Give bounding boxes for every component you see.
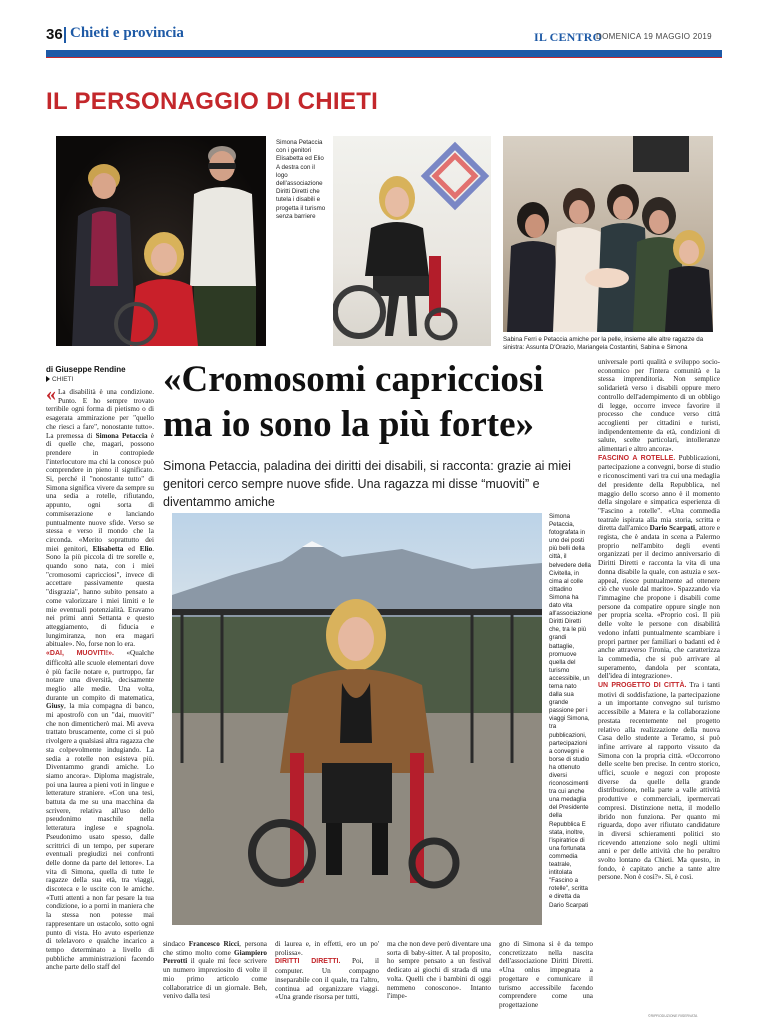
subheading-muoviti: «DAI, MUOVITI!».: [46, 650, 114, 658]
article-column-4: ma che non deve però diventare una sorta di baby-sitter. A tal proposito, ho sempre pensato a un festival dedicato ai giochi di strada di una volta. Quelli che i bambini di oggi nemmeno conoscono». Intanto l'impe-: [387, 940, 491, 1001]
masthead: IL CENTRO: [534, 30, 603, 44]
subheadline: Simona Petaccia, paladina dei diritti dei disabili, si racconta: grazie ai miei genitori cerco sempre nuove sfide. Una ragazza mi disse “muoviti” e diventammo amiche: [163, 459, 571, 509]
caption-family: Simona Petaccia con i genitori Elisabetta ed Elio A destra con il logo dell'associazione Diritti Diretti che tutela i disabili e progetta il turismo senza barriere: [276, 139, 326, 220]
header-rule-accent: [46, 57, 722, 58]
subheading-fascino: FASCINO A ROTELLE.: [598, 454, 676, 462]
kicker-title: IL PERSONAGGIO DI CHIETI: [46, 88, 379, 115]
copyright-notice: ©RIPRODUZIONE RISERVATA: [648, 1014, 698, 1018]
article-column-5: gno di Simona si è da tempo concretizzato nella nascita dell'associazione Diritti Diretti. «Una onlus impegnata a progettare e comunicare il turismo accessibile facendo comprendere come una progettazione: [499, 940, 593, 1009]
byline-author: di Giuseppe Rendine: [46, 365, 126, 374]
photo-main-illustration: [172, 513, 542, 925]
headline: «Cromosomi capricciosi ma io sono la più forte»: [163, 359, 544, 445]
article-column-1: « La disabilità è una condizione. Punto. E ho sempre trovato terribile ogni forma di pietismo o di esagerata ammirazione per "quello che riesci a fare", nonostante tutto». La premessa di Simona Petaccia è di quelle che, magari, possono prendere in contropiede l'interlocutore ma chi la conosce può comprendere in pieno il significato. Si, perché il "nonostante tutto" di Simona significa vivere da sempre su una sedia a rotelle, rifiutando, appunto, ogni sorta di commiserazione e lanciando puntualmente nuove sfide. Verso se stessa e verso il mondo che la circonda. «Merito soprattutto dei miei genitori, Elisabetta ed Elio. Sono la più piccola di tre sorelle e, quando sono nata, con i miei "cromosomi capricciosi", invece di accettare passivamente questa "disgrazia", hanno subito pensato a come valorizzare i miei limiti e le mie eventuali potenzialità. Eravamo nei primi anni Settanta e questo atteggiamento, di fiducia e lungimiranza, non era magari abituale». No, forse non lo era. «DAI, MUOVITI!». «Qualche difficoltà alle scuole elementari dove è più facile notare e, purtroppo, far notare una diversità, decisamente meglio alle medie. Una volta, durante un compito di matematica, Giusy, la mia compagna di banco, mi apostrofò con un "dai, muoviti" che non dimenticherò mai. Mi aveva trattato bruscamente, come ci si può rivolgere a qualsiasi altra ragazza che sta colpevolmente indugiando. La sedia a rotelle non esisteva più. Diventammo grandi amiche. Lo siamo ancora». Diploma magistrale, poi una laurea a pieni voti in lingue e letterature straniere. «Con una tesi, battuta da me su una macchina da scrivere, relativa all'uso dello pseudonimo maschile nella letteratura inglese e spagnola. Pseudonimo usato spesso, dalle scrittrici di un tempo, per superare eventuali pregiudizi nei confronti delle donne da parte del lettore». La vita di Simona, quella di tutte le ragazze della sua età, tra viaggi, discoteca e le uscite con le amiche. «Tutti attenti a non far pesare la tua condizione, io a porni in maniera che la stessa non potesse mai rappresentare un ostacolo, sotto ogni punto di vista. Ho avuto esperienze di telelavoro e qualche incarico a tempo determinato a livello di pubbliche amministrazioni facendo anche parte dello staff del: [46, 388, 154, 972]
caption-main-photo: Simona Petaccia, fotografata in uno dei posti più belli della città, il belvedere della Civitella, in cima al colle cittadino Simona ha dato vita all'associazione Diritti Diretti che, tra le più grandi battaglie, promuove quella del turismo accessibile, un tema nato dalla sua grande passione per i viaggi Simona, tra pubblicazioni, partecipazioni a convegni e borse di studio ha ottenuto diversi riconoscimenti tra cui anche una medaglia del Presidente della Repubblica E stata, inoltre, l'ispiratrice di una fortunata commedia teatrale, intitolata "Fascino a rotelle", scritta e diretta da Dario Scarpati: [549, 513, 593, 909]
photo-friends: [503, 136, 713, 332]
header-separator: [64, 27, 66, 43]
page-number: 36: [46, 26, 63, 43]
section-title: Chieti e provincia: [70, 25, 184, 41]
photo-family-illustration: [56, 136, 266, 346]
photo-main-belvedere: [172, 513, 542, 925]
photo-friends-illustration: [503, 136, 713, 332]
subheading-diritti: DIRITTI DIRETTI.: [275, 958, 341, 966]
photo-family: [56, 136, 266, 346]
issue-date: DOMENICA 19 MAGGIO 2019: [596, 32, 712, 41]
caption-friends: Sabina Ferri e Petaccia amiche per la pelle, insieme alle altre ragazze da sinistra: Assunta D'Orazio, Mariangela Costantini, Sabina e Simona: [503, 336, 704, 352]
open-quote-mark: «: [46, 388, 56, 405]
subheading-progetto: UN PROGETTO DI CITTÀ.: [598, 682, 687, 690]
header-rule: [46, 50, 722, 57]
article-column-3: di laurea e, in effetti, ero un po' prolissa». DIRITTI DIRETTI. Poi, il computer. Un compagno inseparabile con il quale, tra l'altro, continua ad organizzare viaggi. «Una grande risorsa per tutti,: [275, 940, 379, 1002]
photo-logo: [333, 136, 491, 346]
article-column-right: universale porti qualità e sviluppo socio-economico per l'intera comunità e la stessa imprenditoria. Non semplice solidarietà verso i disabili oppure mero controllo dell'adempimento di un obbligo di legge, occorre invece favorire il processo che conduce verso città accoglienti per cittadini e turisti, indipendentemente da età, condizioni di salute, scelte particolari, intolleranze alimentari e altro ancora». FASCINO A ROTELLE. Pubblicazioni, partecipazione a convegni, borse di studio e riconoscimenti vari tra cui una medaglia del presidente della Repubblica, nel maggio dello scorso anno è il momento della singolare e simpatica esperienza di "Fascino a rotelle". «Una commedia teatrale ispirata alla mia storia, scritta e diretta dall'amico Dario Scarpati, attore e regista, che è andata in scena a Palermo proprio nell'ambito degli eventi organizzati per il decimo anniversario di Diritti Diretti e racconta la vita di una donna disabile la quale, con astuzia e sex-appeal, riesce puntualmente ad ottenere ciò che vuole dal marito». Spazzando via l'immagine che propone i disabili come persone da compatire oppure single non per propria scelta. «Proprio così. Il più delle volte le persone con disabilità vedono infatti puntualmente scambiare i propri partner per familiari o badanti ed è anche attraverso l'ironia, che caratterizza la commedia, che si può arrivare al superamento, dandola per scontata, dell'idea di integrazione». UN PROGETTO DI CITTÀ. Tra i tanti motivi di soddisfazione, la partecipazione a un importante convegno sul turismo accessibile a Matera e la collaborazione prestata recentemente nel progetto relativo alla realizzazione della nuova Casa dello studente a Teramo, si può infine arrivare al rapporto vissuto da Simona con la propria città. «Occorrono delle scelte ben precise. In centro storico, uffici, scuole e negozi con proposte diverse da quelle della grande distribuzione, nella parte a valle attività produttive e commerciali, ipermercati compresi. Distinzione netta, il modello ibrido non funziona. Per quanto mi riguarda, dopo aver rifiutato candidature in diversi schieramenti politici sto ricevendo attenzione solo negli ultimi anni e per delle attività che ho peraltro svolto lontano da Chieti. Ma questo, in fondo, è capitato anche a tante altre persone. Non è così?». Sì, è così.: [598, 358, 720, 882]
byline-city: CHIETI: [46, 376, 73, 383]
diritti-diretti-logo: [425, 146, 485, 206]
article-column-2: sindaco Francesco Ricci, persona che stimo molto come Giampiero Perrotti il quale mi fece scrivere un numero impreziosito di volte il mio primo articolo come collaboratrice di un giornale. Beh, venivo dalla tesi: [163, 940, 267, 1001]
photo-logo-illustration: [333, 136, 491, 346]
